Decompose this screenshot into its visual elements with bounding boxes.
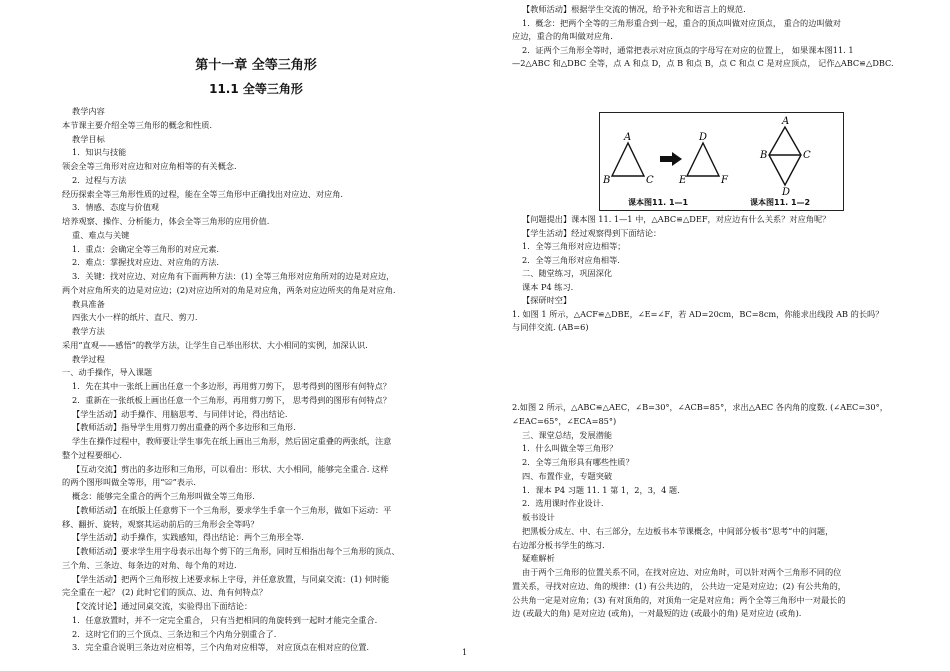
text-line: 【教师活动】在纸版上任意剪下一个三角形，要求学生手拿一个三角形，做如下运动：平 bbox=[72, 504, 392, 515]
vertex-label: C bbox=[646, 175, 654, 186]
text-line: 由于两个三角形的位置关系不同，在找对应边、对应角时，可以针对两个三角形不同的位 bbox=[522, 567, 842, 577]
text-line: 培养观察、操作、分析能力，体会全等三角形的应用价值. bbox=[62, 216, 270, 226]
arrow-icon bbox=[660, 152, 682, 166]
text-line: 【交流讨论】通过同桌交流，实验得出下面结论： bbox=[72, 601, 253, 611]
vertex-label: A bbox=[624, 132, 632, 143]
text-line: 2．重新在一张纸板上画出任意一个三角形，再用剪刀剪下， 思考得到的图形有何特点？ bbox=[72, 394, 391, 405]
text-line: 三个角、三条边、每条边的对角、每个角的对边. bbox=[62, 559, 237, 570]
text-line: 【学生活动】把两个三角形按上述要求标上字母，并任意放置，与同桌交流：(1) 何时能 bbox=[72, 573, 390, 584]
text-line: 板书设计 bbox=[522, 512, 555, 522]
text-line: 四、布置作业，专题突破 bbox=[522, 470, 613, 481]
text-line: 学生在操作过程中，教师要让学生事先在纸上画出三角形，然后固定重叠的两张纸，注意 bbox=[72, 436, 392, 446]
text-line: 右边部分板书学生的练习. bbox=[512, 539, 605, 550]
text-line: 1. 如图 1 所示，△ACF≌△DBE，∠E=∠F，若 AD=20cm，BC=8cm，你能求出线段 AB 的长吗？ bbox=[512, 308, 884, 319]
text-line: 【教师活动】要求学生用字母表示出每个剪下的三角形，同时互相指出每个三角形的顶点、 bbox=[72, 546, 400, 556]
text-line: 1．重点：会确定全等三角形的对应元素. bbox=[72, 243, 219, 254]
text-line: 2．全等三角形对应角相等. bbox=[522, 254, 620, 265]
text-line: 【互动交流】剪出的多边形和三角形，可以看出：形状、大小相同，能够完全重合. 这样 bbox=[72, 463, 389, 474]
text-line: 领会全等三角形对应边和对应角相等的有关概念. bbox=[62, 161, 237, 171]
text-line: 1．任意放置时，并不一定完全重合， 只有当把相同的角旋转到一起时才能完全重合. bbox=[72, 614, 378, 625]
text-line: 与同伴交流. (AB=6) bbox=[512, 322, 589, 332]
chapter-title: 第十一章 全等三角形 bbox=[195, 58, 317, 73]
vertex-label: D bbox=[782, 187, 791, 198]
text-line: 概念：能够完全重合的两个三角形叫做全等三角形. bbox=[72, 491, 255, 501]
text-line: 3．完全重合说明三条边对应相等，三个内角对应相等， 对应顶点在相对应的位置. bbox=[72, 642, 369, 653]
text-line: 1．知识与技能 bbox=[72, 147, 127, 158]
text-line: ∠EAC=65°，∠ECA=85°) bbox=[512, 415, 617, 426]
text-line: 教学内容 bbox=[72, 106, 105, 116]
text-line: 教学过程 bbox=[72, 353, 105, 364]
text-line: 本节课主要介绍全等三角形的概念和性质. bbox=[62, 119, 212, 130]
vertex-label: C bbox=[803, 150, 811, 161]
triangle-abc bbox=[612, 143, 644, 176]
text-line: 1．什么叫做全等三角形？ bbox=[522, 443, 618, 454]
vertex-label: D bbox=[699, 132, 708, 143]
text-line: 一、动手操作，导入课题 bbox=[62, 367, 153, 378]
text-line: —2△ABC 和△DBC 全等，点 A 和点 D，点 B 和点 B，点 C 和点 C 是对应顶点， 记作△ABC≌△DBC. bbox=[512, 58, 894, 68]
vertex-label: B bbox=[603, 175, 611, 186]
triangle-figure-svg bbox=[600, 113, 843, 210]
figure-caption-2: 课本图11. 1—2 bbox=[750, 198, 811, 207]
triangle-def bbox=[687, 143, 719, 176]
text-line: 两个对应角所夹的边是对应边；(2)对应边所对的角是对应角，两条对应边所夹的角是对应角. bbox=[62, 284, 396, 295]
text-line: 2．证两个三角形全等时，通常把表示对应顶点的字母写在对应的位置上， 如果课本图11. 1 bbox=[522, 44, 854, 55]
figure-caption-1: 课本图11. 1—1 bbox=[628, 198, 689, 207]
text-line: 三、课堂总结，发展潜能 bbox=[522, 429, 613, 440]
text-line: 课本 P4 练习. bbox=[522, 281, 574, 292]
text-line: 【问题提出】课本图 11. 1—1 中，△ABC≌△DEF，对应边有什么关系？对应角呢？ bbox=[522, 214, 831, 224]
text-line: 2．全等三角形具有哪些性质？ bbox=[522, 457, 634, 467]
text-line: 2．过程与方法 bbox=[72, 174, 127, 185]
text-line: 2.如图 2 所示，△ABC≌△AEC，∠B=30°，∠ACB=85°，求出△AEC 各内角的度数. (∠AEC=30°， bbox=[512, 402, 888, 412]
text-line: 3．情感、态度与价值观 bbox=[72, 202, 160, 213]
textbook-figure bbox=[599, 112, 844, 211]
text-line: 置关系，寻找对应边、角的规律：(1) 有公共边的， 公共边一定是对应边；(2) 有公共角的， bbox=[512, 580, 846, 591]
text-line: 教学目标 bbox=[72, 133, 105, 144]
text-line: 教学方法 bbox=[72, 326, 105, 336]
vertex-label: A bbox=[782, 116, 790, 127]
text-line: 的两个图形叫做全等形，用“≌”表示. bbox=[62, 477, 196, 488]
text-line: 2．难点：掌握找对应边、对应角的方法. bbox=[72, 257, 219, 268]
text-line: 3．关键：找对应边、对应角有下面两种方法：(1) 全等三角形对应角所对的边是对应边， bbox=[72, 271, 395, 281]
text-line: 重、难点与关键 bbox=[72, 229, 130, 240]
text-line: 2．这时它们的三个顶点、三条边和三个内角分别重合了. bbox=[72, 628, 277, 639]
text-line: 【教师活动】根据学生交流的情况，给予补充和语言上的规范. bbox=[522, 4, 746, 14]
text-line: 教具准备 bbox=[72, 298, 105, 309]
vertex-label: B bbox=[760, 150, 768, 161]
text-line: 四张大小一样的纸片、直尺、剪刀. bbox=[72, 312, 198, 323]
text-line: 1．先在其中一张纸上画出任意一个多边形，再用剪刀剪下， 思考得到的图形有何特点？ bbox=[72, 381, 391, 391]
text-line: 1．概念：把两个全等的三角形重合到一起，重合的顶点叫做对应顶点， 重合的边叫做对 bbox=[522, 17, 841, 28]
text-line: 把黑板分成左、中、右三部分，左边板书本节课概念，中间部分板书“思考”中的问题， bbox=[522, 525, 834, 536]
page-number: 1 bbox=[462, 648, 468, 657]
text-line: 【教师活动】指导学生用剪刀剪出重叠的两个多边形和三角形. bbox=[72, 422, 296, 433]
text-line: 【学生活动】经过观察得到下面结论： bbox=[522, 227, 662, 238]
text-line: 【探研时空】 bbox=[522, 295, 572, 305]
text-line: 疑难解析 bbox=[522, 553, 555, 564]
vertex-label: F bbox=[721, 175, 728, 186]
text-line: 二、随堂练习，巩固深化 bbox=[522, 268, 613, 278]
section-title: 11.1 全等三角形 bbox=[209, 82, 303, 96]
text-line: 移、翻折、旋转，观察其运动前后的三角形会全等吗？ bbox=[62, 518, 259, 529]
quad-abdc bbox=[769, 127, 801, 185]
text-line: 应边，重合的角叫做对应角. bbox=[512, 31, 613, 41]
text-line: 【学生活动】动手操作，实践感知，得出结论：两个三角形全等. bbox=[72, 532, 304, 543]
text-line: 2．选用课时作业设计. bbox=[522, 498, 604, 509]
text-line: 1．课本 P4 习题 11. 1 第 1，2，3，4 题. bbox=[522, 484, 680, 495]
text-line: 整个过程要细心. bbox=[62, 449, 122, 460]
text-line: 采用“直观——感悟”的教学方法，让学生自己举出形状、大小相同的实例，加深认识. bbox=[62, 339, 368, 350]
vertex-label: E bbox=[679, 175, 687, 186]
text-line: 【学生活动】动手操作、用脑思考、与同伴讨论，得出结论. bbox=[72, 408, 288, 419]
text-line: 公共角一定是对应角；(3) 有对顶角的，对顶角一定是对应角；两个全等三角形中一对最长的 bbox=[512, 594, 846, 605]
text-line: 1．全等三角形对应边相等； bbox=[522, 241, 626, 251]
text-line: 完全重在一起？ (2) 此时它们的顶点、边、角有何特点？ bbox=[62, 587, 268, 598]
text-line: 边 (或最大的角) 是对应边 (或角)，一对最短的边 (或最小的角) 是对应边 (或角). bbox=[512, 608, 802, 619]
text-line: 经历探索全等三角形性质的过程，能在全等三角形中正确找出对应边、对应角. bbox=[62, 188, 343, 199]
